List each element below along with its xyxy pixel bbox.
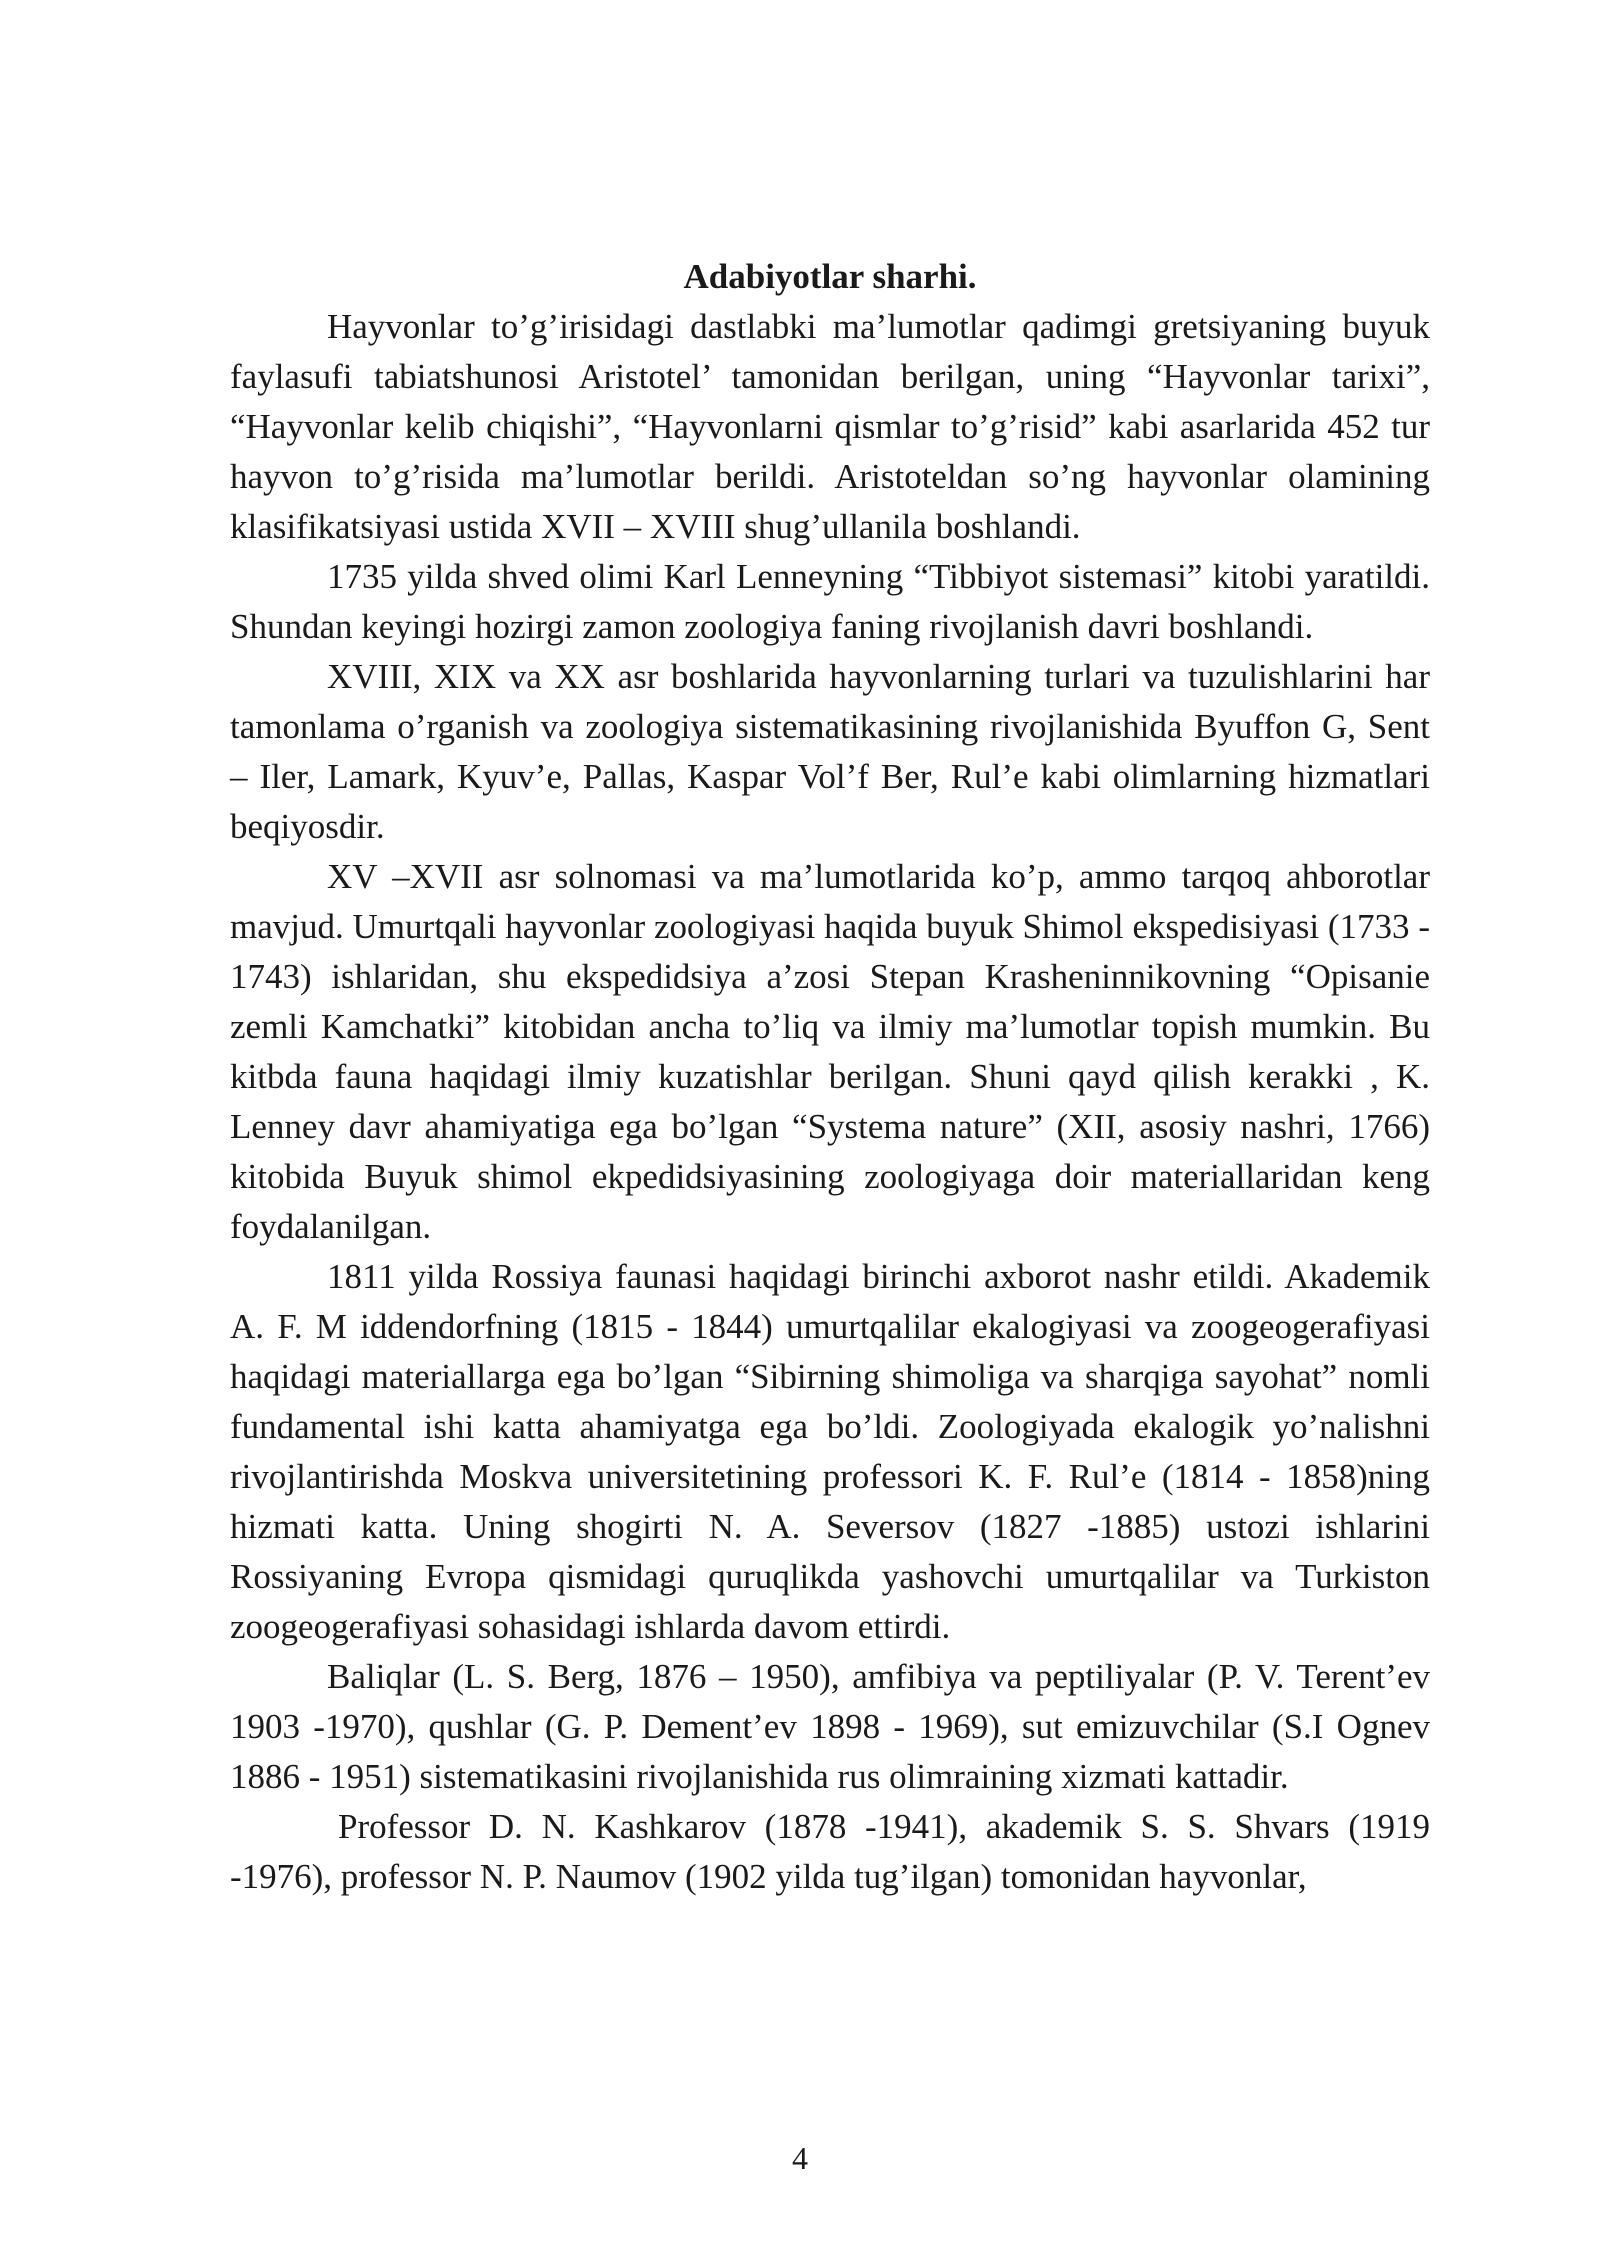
paragraph-systematics: Baliqlar (L. S. Berg, 1876 – 1950), amfibiya va peptiliyalar (P. V. Terent’ev 1903 -1970), qushlar (G. P. Dement’ev 1898 - 1969), sut emizuvchilar (S.I Ognev 1886 - 1951) sistematikasini rivojlanishida rus olimraining xizmati kattadir.: [230, 1657, 1430, 1796]
paragraph-professors: Professor D. N. Kashkarov (1878 -1941), akademik S. S. Shvars (1919 -1976), professor N. P. Naumov (1902 yilda tug’ilgan) tomonidan hayvonlar,: [230, 1807, 1430, 1896]
paragraph-russian-fauna: 1811 yilda Rossiya faunasi haqidagi birinchi axborot nashr etildi. Akademik A. F. M iddendorfning (1815 - 1844) umurtqalilar ekalogiyasi va zoogeogerafiyasi haqidagi materiallarga ega bo’lgan “Sibirning shimoliga va sharqiga sayohat” nomli fundamental ishi katta ahamiyatga ega bo’ldi. Zoologiyada ekalogik yo’nalishni rivojlantirishda Moskva universitetining professori K. F. Rul’e (1814 - 1858)ning hizmati katta. Uning shogirti N. A. Seversov (1827 -1885) ustozi ishlarini Rossiyaning Evropa qismidagi quruqlikda yashovchi umurtqalilar va Turkiston zoogeogerafiyasi sohasidagi ishlarda davom ettirdi.: [230, 1257, 1430, 1646]
paragraph-linnaeus: 1735 yilda shved olimi Karl Lenneyning “Tibbiyot sistemasi” kitobi yaratildi. Shundan keyingi hozirgi zamon zoologiya faning rivojlanish davri boshlandi.: [230, 557, 1430, 646]
paragraph-aristotle: Hayvonlar to’g’irisidagi dastlabki ma’lumotlar qadimgi gretsiyaning buyuk faylasufi tabiatshunosi Aristotel’ tamonidan berilgan, uning “Hayvonlar tarixi”, “Hayvonlar kelib chiqishi”, “Hayvonlarni qismlar to’g’risid” kabi asarlarida 452 tur hayvon to’g’risida ma’lumotlar berildi. Aristoteldan so’ng hayvonlar olamining klasifikatsiyasi ustida XVII – XVIII shug’ullanila boshlandi.: [230, 307, 1430, 546]
page-content: [230, 252, 1430, 1902]
paragraph-expeditions: XV –XVII asr solnomasi va ma’lumotlarida ko’p, ammo tarqoq ahborotlar mavjud. Umurtqali hayvonlar zoologiyasi haqida buyuk Shimol ekspedisiyasi (1733 - 1743) ishlaridan, shu ekspedidsiya a’zosi Stepan Krasheninnikovning “Opisanie zemli Kamchatki” kitobidan ancha to’liq va ilmiy ma’lumotlar topish mumkin. Bu kitbda fauna haqidagi ilmiy kuzatishlar berilgan. Shuni qayd qilish kerakki , K. Lenney davr ahamiyatiga ega bo’lgan “Systema nature” (XII, asosiy nashri, 1766) kitobida Buyuk shimol ekpedidsiyasining zoologiyaga doir materiallaridan keng foydalanilgan.: [230, 857, 1430, 1246]
section-heading: Adabiyotlar sharhi.: [683, 257, 977, 296]
paragraph-18th-20th-century: XVIII, XIX va XX asr boshlarida hayvonlarning turlari va tuzulishlarini har tamonlama o’rganish va zoologiya sistematikasining rivojlanishida Byuffon G, Sent – Iler, Lamark, Kyuv’e, Pallas, Kaspar Vol’f Ber, Rul’e kabi olimlarning hizmatlari beqiyosdir.: [230, 657, 1430, 846]
page-number: 4: [792, 2140, 808, 2176]
